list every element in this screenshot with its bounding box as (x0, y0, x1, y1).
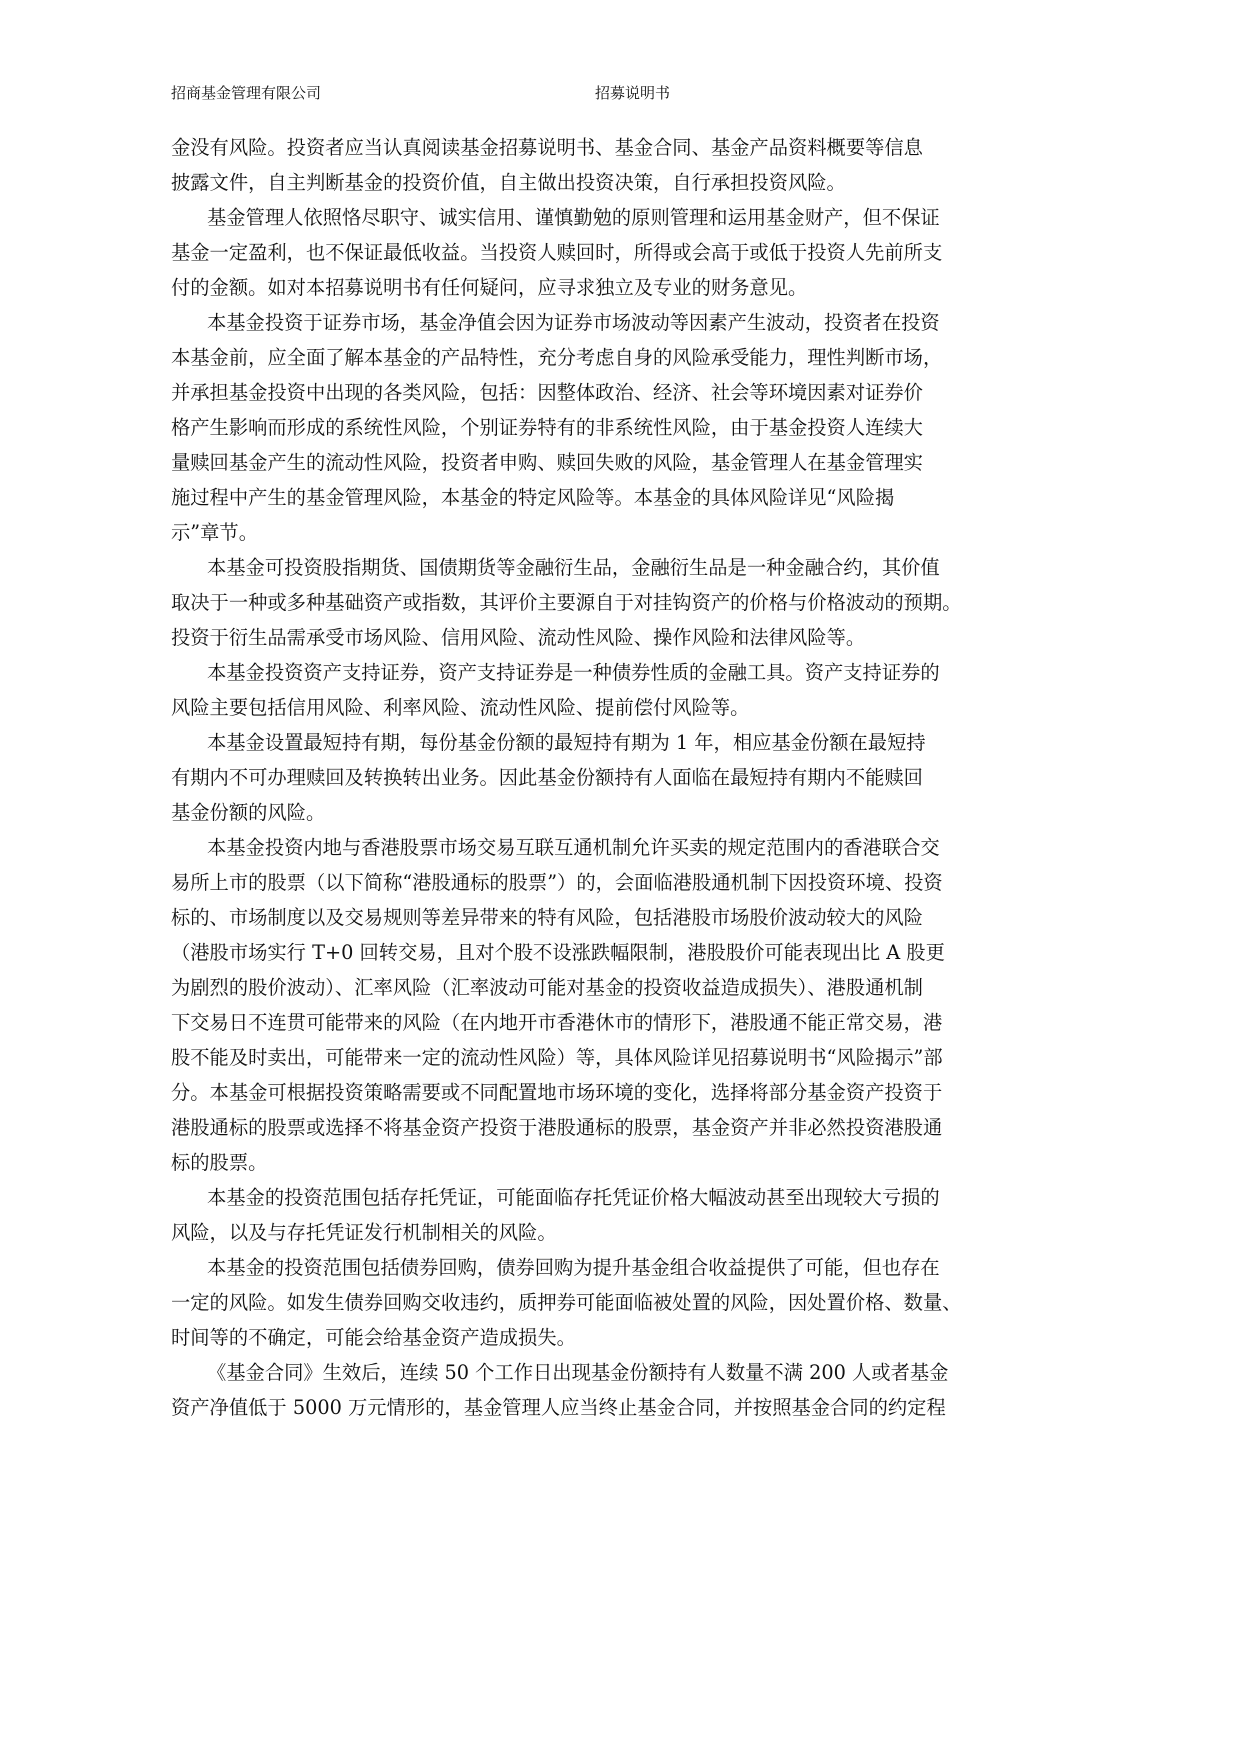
header-company-name: 招商基金管理有限公司 (171, 84, 322, 102)
text-line: 量赎回基金产生的流动性风险，投资者申购、赎回失败的风险，基金管理人在基金管理实 (171, 451, 923, 474)
text-line: 本基金投资内地与香港股票市场交易互联互通机制允许买卖的规定范围内的香港联合交 (207, 836, 940, 859)
text-line: 资产净值低于 5000 万元情形的，基金管理人应当终止基金合同，并按照基金合同的约定程 (171, 1396, 946, 1419)
text-line: 并承担基金投资中出现的各类风险，包括：因整体政治、经济、社会等环境因素对证券价 (171, 381, 923, 404)
text-line: 有期内不可办理赎回及转换转出业务。因此基金份额持有人面临在最短持有期内不能赎回 (171, 766, 923, 789)
text-line: 分。本基金可根据投资策略需要或不同配置地市场环境的变化，选择将部分基金资产投资于 (171, 1081, 943, 1104)
paragraph (171, 1250, 962, 1355)
text-line: 投资于衍生品需承受市场风险、信用风险、流动性风险、操作风险和法律风险等。 (171, 626, 866, 649)
text-line: 取决于一种或多种基础资产或指数，其评价主要源自于对挂钩资产的价格与价格波动的预期。 (171, 591, 962, 614)
text-line: 一定的风险。如发生债券回购交收违约，质押券可能面临被处置的风险，因处置价格、数量、 (171, 1291, 962, 1314)
text-line: 股不能及时卖出，可能带来一定的流动性风险）等，具体风险详见招募说明书“风险揭示”部 (171, 1046, 943, 1069)
text-line: 为剧烈的股价波动）、汇率风险（汇率波动可能对基金的投资收益造成损失）、港股通机制 (171, 976, 923, 999)
text-line: 示”章节。 (171, 521, 258, 544)
paragraph (171, 550, 962, 655)
text-line: 本基金投资资产支持证券，资产支持证券是一种债券性质的金融工具。资产支持证券的 (207, 661, 940, 684)
text-line: 本基金的投资范围包括存托凭证，可能面临存托凭证价格大幅波动甚至出现较大亏损的 (207, 1186, 940, 1209)
text-line: 本基金投资于证券市场，基金净值会因为证券市场波动等因素产生波动，投资者在投资 (207, 311, 940, 334)
paragraph (171, 830, 951, 1180)
text-line: 本基金前，应全面了解本基金的产品特性，充分考虑自身的风险承受能力，理性判断市场， (171, 346, 943, 369)
paragraph (171, 655, 951, 725)
text-line: 本基金的投资范围包括债券回购，债券回购为提升基金组合收益提供了可能，但也存在 (207, 1256, 940, 1279)
text-line: 基金份额的风险。 (171, 801, 326, 824)
paragraph (171, 130, 951, 200)
paragraph (171, 1355, 951, 1425)
text-line: 金没有风险。投资者应当认真阅读基金招募说明书、基金合同、基金产品资料概要等信息 (171, 136, 923, 159)
text-line: 港股通标的股票或选择不将基金资产投资于港股通标的股票，基金资产并非必然投资港股通 (171, 1116, 943, 1139)
text-line: （港股市场实行 T+0 回转交易，且对个股不设涨跌幅限制，港股股价可能表现出比 A 股更 (171, 941, 945, 964)
text-line: 基金一定盈利，也不保证最低收益。当投资人赎回时，所得或会高于或低于投资人先前所支 (171, 241, 943, 264)
text-line: 风险主要包括信用风险、利率风险、流动性风险、提前偿付风险等。 (171, 696, 750, 719)
text-line: 风险，以及与存托凭证发行机制相关的风险。 (171, 1221, 557, 1244)
paragraph (171, 200, 951, 305)
document-body (171, 130, 962, 1425)
paragraph (171, 1180, 951, 1250)
header-document-title: 招募说明书 (595, 84, 671, 102)
text-line: 本基金设置最短持有期，每份基金份额的最短持有期为 1 年，相应基金份额在最短持 (207, 731, 926, 754)
text-line: 基金管理人依照恪尽职守、诚实信用、谨慎勤勉的原则管理和运用基金财产，但不保证 (207, 206, 940, 229)
text-line: 施过程中产生的基金管理风险，本基金的特定风险等。本基金的具体风险详见“风险揭 (171, 486, 895, 509)
paragraph (171, 305, 951, 550)
text-line: 易所上市的股票（以下简称“港股通标的股票”）的，会面临港股通机制下因投资环境、投资 (171, 871, 943, 894)
text-line: 标的、市场制度以及交易规则等差异带来的特有风险，包括港股市场股价波动较大的风险 (171, 906, 923, 929)
text-line: 付的金额。如对本招募说明书有任何疑问，应寻求独立及专业的财务意见。 (171, 276, 808, 299)
text-line: 标的股票。 (171, 1151, 268, 1174)
paragraph (171, 725, 951, 830)
text-line: 披露文件，自主判断基金的投资价值，自主做出投资决策，自行承担投资风险。 (171, 171, 846, 194)
text-line: 本基金可投资股指期货、国债期货等金融衍生品，金融衍生品是一种金融合约，其价值 (207, 556, 940, 579)
text-line: 时间等的不确定，可能会给基金资产造成损失。 (171, 1326, 576, 1349)
text-line: 《基金合同》生效后，连续 50 个工作日出现基金份额持有人数量不满 200 人或者基金 (207, 1361, 949, 1384)
text-line: 下交易日不连贯可能带来的风险（在内地开市香港休市的情形下，港股通不能正常交易，港 (171, 1011, 943, 1034)
text-line: 格产生影响而形成的系统性风险，个别证券特有的非系统性风险，由于基金投资人连续大 (171, 416, 923, 439)
